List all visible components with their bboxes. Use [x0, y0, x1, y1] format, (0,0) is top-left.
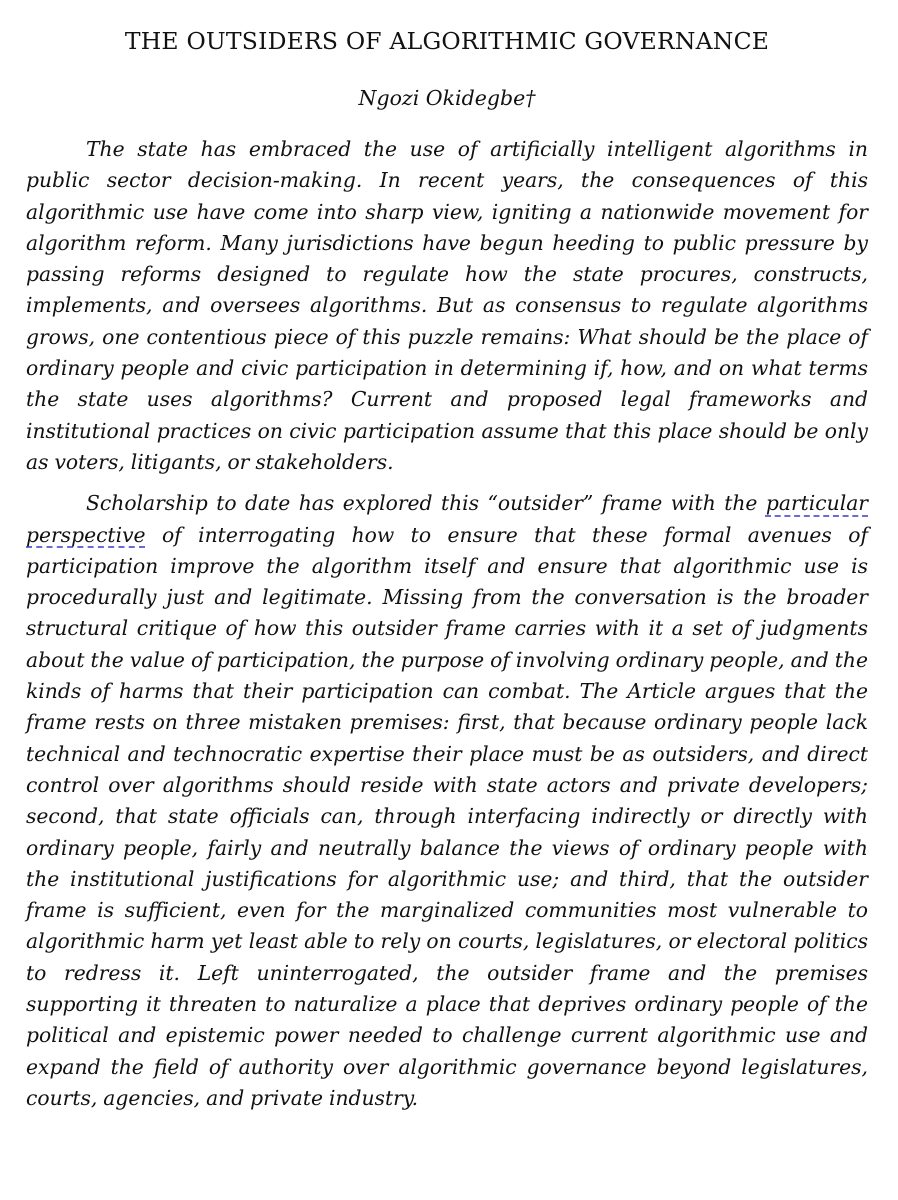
- abstract: [26, 134, 868, 1114]
- grammar-flagged-phrase[interactable]: particular perspective: [26, 491, 868, 547]
- abstract-paragraph-2-rest: of interrogating how to ensure that these formal avenues of participation improve the algorithm itself and ensure that algorithmic use is procedurally just and legitimate. Missing from the conversation is the broader structural critique of how this outsider frame carries with it a set of judgments about the value of participation, the purpose of involving ordinary people, and the kinds of harms that their participation can combat. The Article argues that the frame rests on three mistaken premises: first, that because ordinary people lack technical and technocratic expertise their place must be as outsiders, and direct control over algorithms should reside with state actors and private developers; second, that state officials can, through interfacing indirectly or directly with ordinary people, fairly and neutrally balance the views of ordinary people with the institutional justifications for algorithmic use; and third, that the outsider frame is sufficient, even for the marginalized communities most vulnerable to algorithmic harm yet least able to rely on courts, legislatures, or electoral politics to redress it. Left uninterrogated, the outsider frame and the premises supporting it threaten to naturalize a place that deprives ordinary people of the political and epistemic power needed to challenge current algorithmic use and expand the field of authority over algorithmic governance beyond legislatures, courts, agencies, and private industry.: [26, 522, 868, 1110]
- document-page: [26, 26, 868, 1114]
- abstract-paragraph-1: The state has embraced the use of artificially intelligent algorithms in public sector decision-making. In recent years, the consequences of this algorithmic use have come into sharp view, igniting a nationwide movement for algorithm reform. Many jurisdictions have begun heeding to public pressure by passing reforms designed to regulate how the state procures, constructs, implements, and oversees algorithms. But as consensus to regulate algorithms grows, one contentious piece of this puzzle remains: What should be the place of ordinary people and civic participation in determining if, how, and on what terms the state uses algorithms? Current and proposed legal frameworks and institutional practices on civic participation assume that this place should be only as voters, litigants, or stakeholders.: [26, 137, 868, 474]
- abstract-paragraph-2-start: Scholarship to date has explored this “outsider” frame with the: [86, 491, 766, 516]
- author-name: Ngozi Okidegbe†: [358, 86, 536, 110]
- abstract-paragraph-2: [26, 488, 868, 1114]
- paper-title: THE OUTSIDERS OF ALGORITHMIC GOVERNANCE: [124, 27, 770, 55]
